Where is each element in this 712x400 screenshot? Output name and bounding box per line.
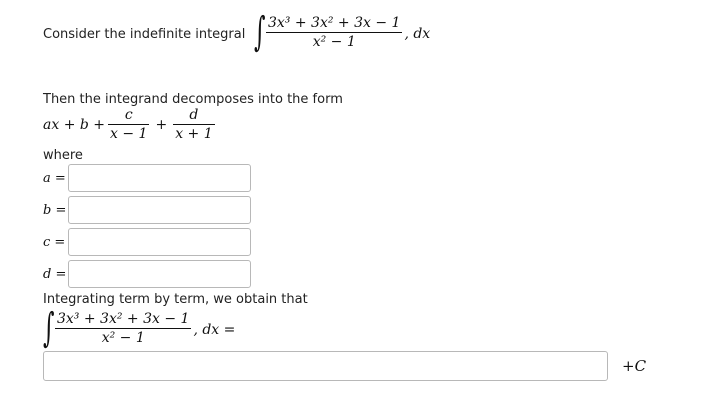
intro-fraction [266, 15, 402, 50]
result-text: Integrating term by term, we obtain that [43, 292, 308, 307]
intro-numerator: 3x³ + 3x² + 3x − 1 [268, 14, 401, 31]
constant-c: +C [622, 357, 647, 375]
decomposition-formula [43, 107, 215, 142]
where-text: where [43, 148, 83, 163]
decomposition-lead: ax + b + [43, 116, 106, 133]
integral-sign-icon: ∫ [43, 305, 55, 351]
a-input[interactable] [68, 164, 251, 192]
c-input[interactable] [68, 228, 251, 256]
result-differential: , dx = [193, 322, 236, 338]
intro-text: Consider the indefinite integral [43, 27, 246, 42]
fraction-d-numerator: d [189, 107, 199, 123]
fraction-d-denominator: x + 1 [175, 126, 213, 142]
result-numerator: 3x³ + 3x² + 3x − 1 [57, 310, 190, 327]
result-integral [43, 305, 236, 351]
plus-sign: + [155, 116, 168, 133]
intro-denominator: x² − 1 [266, 32, 402, 50]
fraction-c [108, 107, 149, 142]
intro-differential: , dx [404, 26, 431, 42]
result-denominator: x² − 1 [55, 328, 191, 346]
decomposition-text: Then the integrand decomposes into the form [43, 92, 343, 107]
label-d: d = [43, 267, 67, 282]
label-c: c = [43, 235, 66, 250]
label-b: b = [43, 203, 67, 218]
fraction-c-numerator: c [124, 107, 133, 123]
result-fraction [55, 311, 191, 346]
b-input[interactable] [68, 196, 251, 224]
intro-integral [254, 9, 431, 55]
integral-sign-icon: ∫ [254, 9, 266, 55]
label-a: a = [43, 171, 66, 186]
answer-input[interactable] [43, 351, 608, 381]
d-input[interactable] [68, 260, 251, 288]
fraction-c-denominator: x − 1 [110, 126, 148, 142]
fraction-d [173, 107, 214, 142]
